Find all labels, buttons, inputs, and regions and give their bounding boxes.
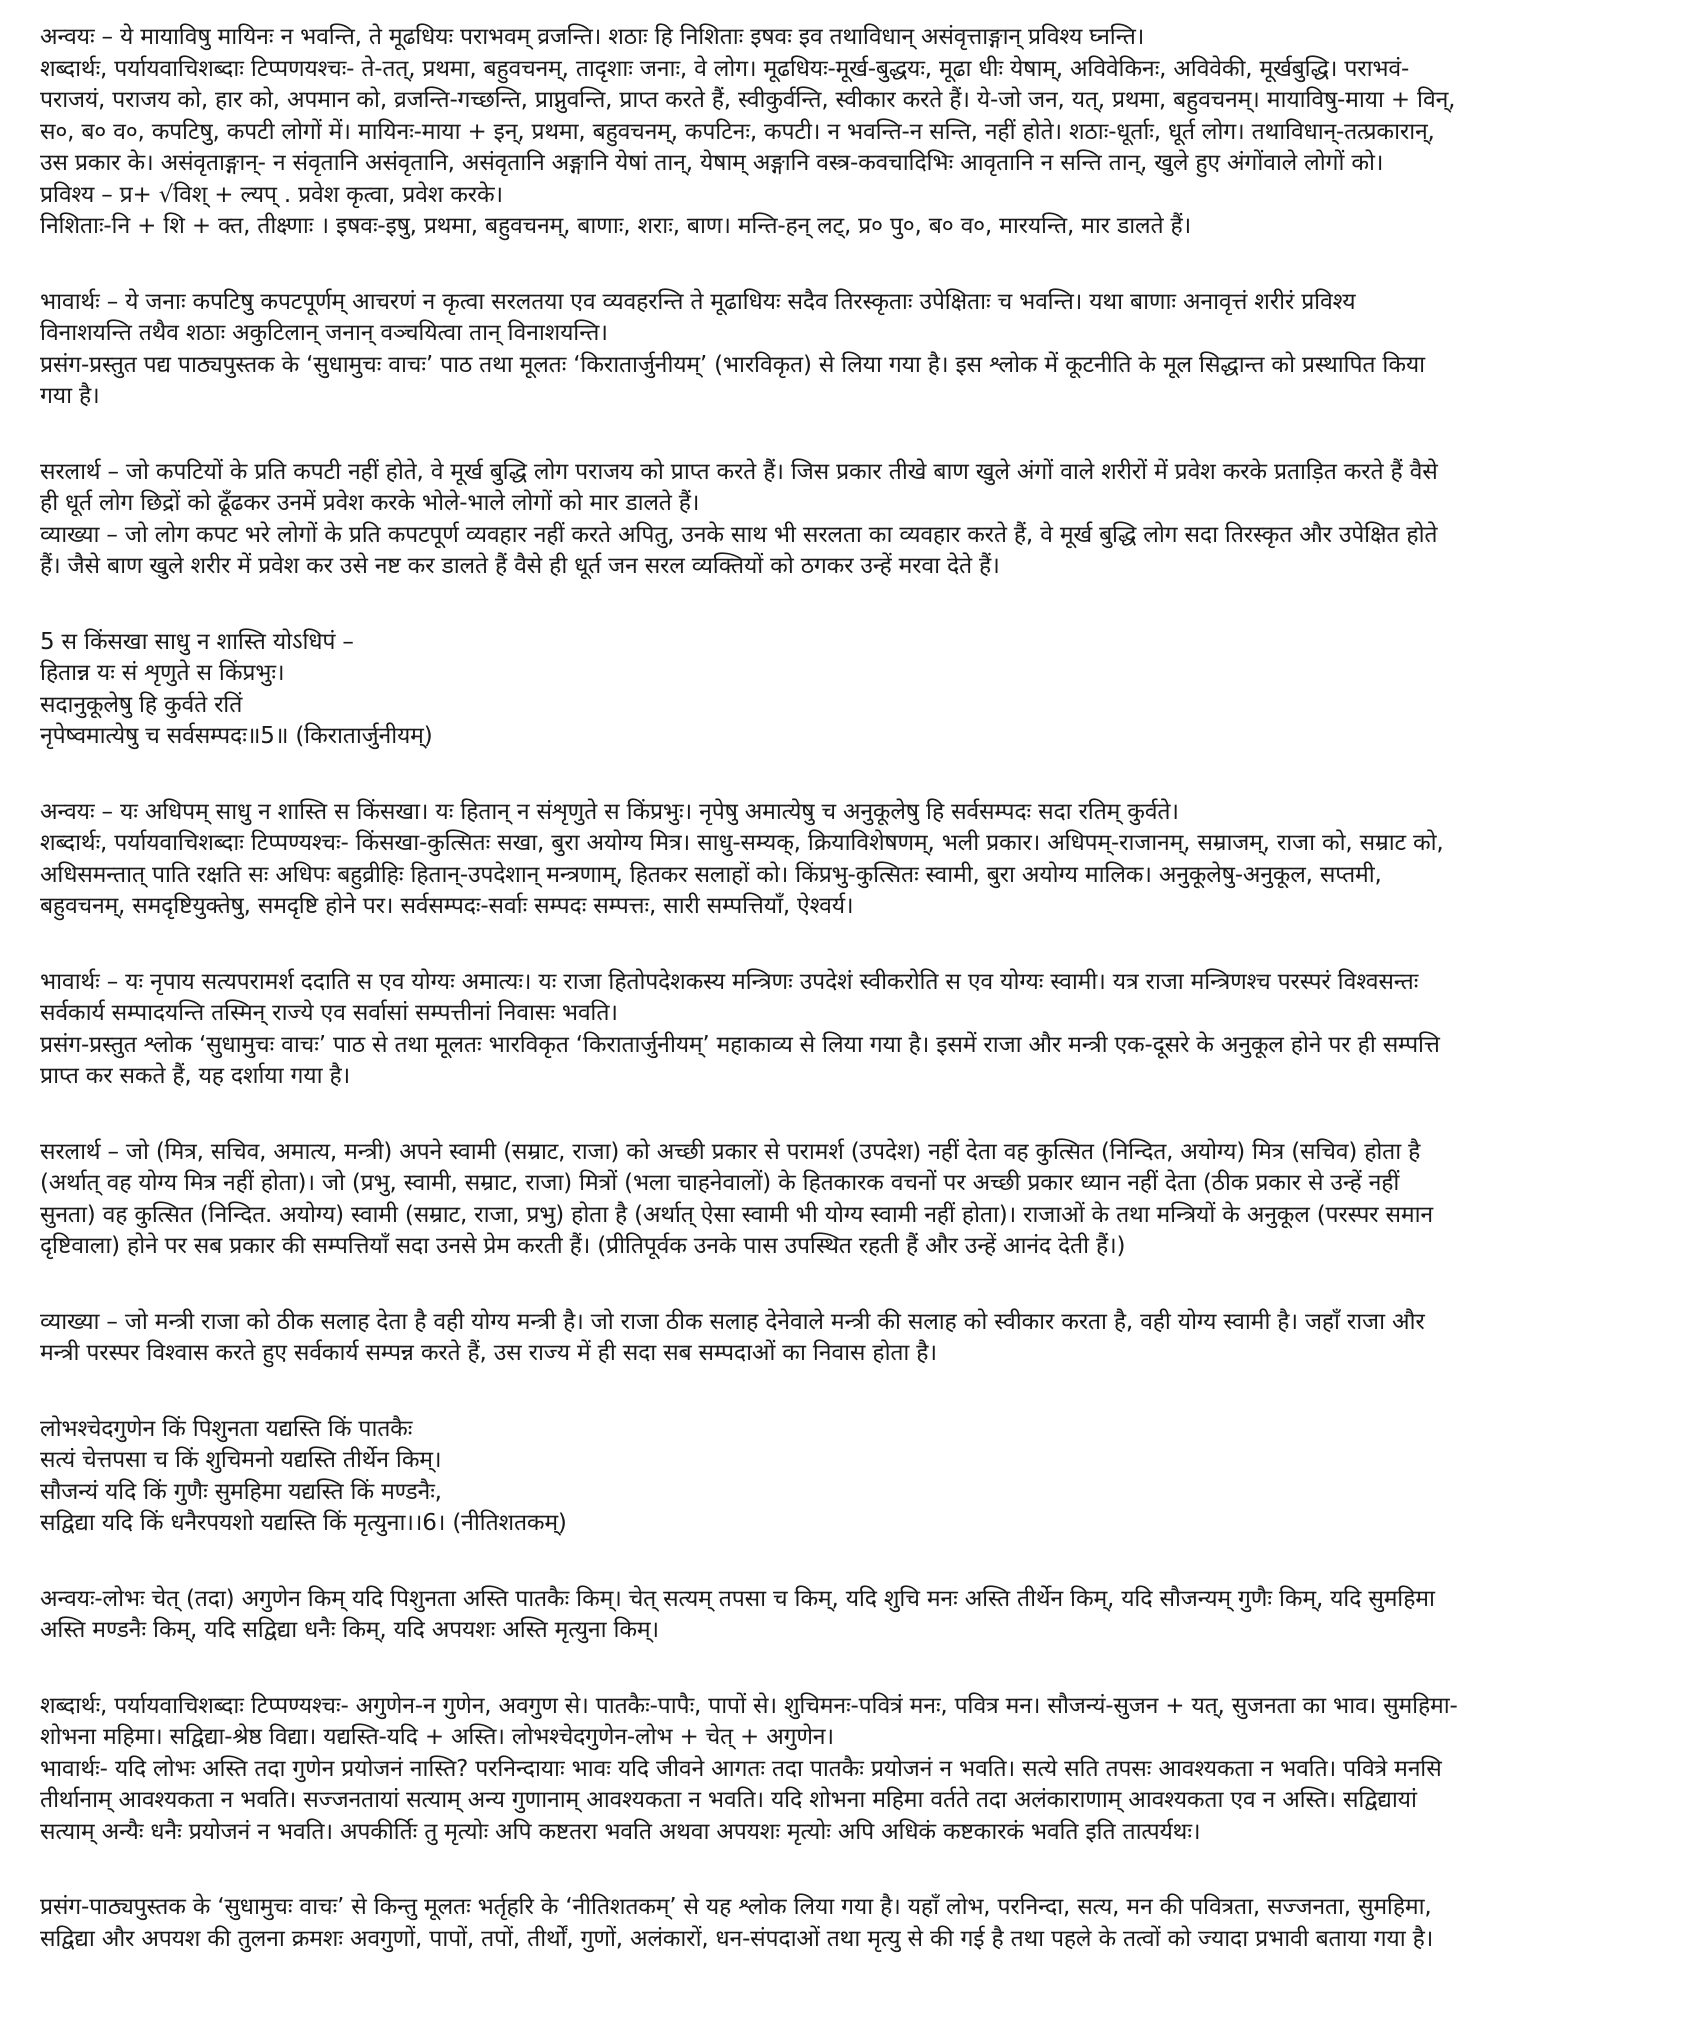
text-line: नृपेष्वमात्येषु च सर्वसम्पदः॥5॥ (किरातार्जुनीयम्): [40, 723, 433, 749]
text-line: पराजयं, पराजय को, हार को, अपमान को, व्रजन्ति-गच्छन्ति, प्राप्नुवन्ति, प्राप्त करते हैं, स्वीकुर्वन्ति, स्वीकार करते हैं। ये-जो जन, यत्, प्रथमा, बहुवचनम्। मायाविषु-माया + विन्,: [40, 87, 1456, 113]
text-line: सौजन्यं यदि किं गुणैः सुमहिमा यद्यस्ति किं मण्डनैः,: [40, 1478, 442, 1505]
text-line: सद्विद्या और अपयश की तुलना क्रमशः अवगुणों, पापों, तपों, तीर्थों, गुणों, अलंकारों, धन-संपदाओं तथा मृत्यु से की गई है तथा पहले के तत्वों को ज्यादा प्रभावी बताया गया है।: [40, 1925, 1434, 1952]
paragraph-anvaya-5: [40, 797, 1680, 923]
text-line: अन्वयः – ये मायाविषु मायिनः न भवन्ति, ते मूढधियः पराभवम् व्रजन्ति। शठाः हि निशिताः इषवः इव तथाविधान् असंवृत्ताङ्गान् प्रविश्य घ्नन्ति।: [40, 24, 1145, 50]
text-line: अन्वयः – यः अधिपम् साधु न शास्ति स किंसखा। यः हितान् न संशृणुते स किंप्रभुः। नृपेषु अमात्येषु च अनुकूलेषु हि सर्वसम्पदः सदा रतिम् कुर्वते।: [40, 798, 1179, 825]
text-line: शब्दार्थः, पर्यायवाचिशब्दाः टिप्पण्यश्चः- किंसखा-कुत्सितः सखा, बुरा अयोग्य मित्र। साधु-सम्यक्, क्रियाविशेषणम्, भली प्रकार। अधिपम्-राजानम्, सम्राजम्, राजा को, सम्राट को,: [40, 830, 1444, 856]
paragraph-shabdarth-6: [40, 1691, 1680, 1849]
text-line: निशिताः-नि + शि + क्त, तीक्ष्णाः । इषवः-इषु, प्रथमा, बहुवचनम्, बाणाः, शराः, बाण। मन्ति-हन् लट्, प्र० पु०, ब० व०, मारयन्ति, मार डालते हैं।: [40, 213, 1192, 239]
text-line: ही धूर्त लोग छिद्रों को ढूँढकर उनमें प्रवेश करके भोले-भाले लोगों को मार डालते हैं।: [40, 490, 700, 516]
text-line: सरलार्थ – जो कपटियों के प्रति कपटी नहीं होते, वे मूर्ख बुद्धि लोग पराजय को प्राप्त करते हैं। जिस प्रकार तीखे बाण खुले अंगों वाले शरीरों में प्रवेश करके प्रताड़ित करते हैं वैसे: [40, 458, 1438, 485]
paragraph-prasang-6: [40, 1892, 1680, 1955]
paragraph-anvaya-6: [40, 1584, 1680, 1647]
text-line: भावार्थः- यदि लोभः अस्ति तदा गुणेन प्रयोजनं नास्ति? परनिन्दायाः भावः यदि जीवने आगतः तदा पातकैः प्रयोजनं न भवति। सत्ये सति तपसः आवश्यकता न भवति। पवित्रे मनसि: [40, 1755, 1442, 1782]
text-line: विनाशयन्ति तथैव शठाः अकुटिलान् जनान् वञ्चयित्वा तान् विनाशयन्ति।: [40, 320, 608, 346]
text-line: दृष्टिवाला) होने पर सब प्रकार की सम्पत्तियाँ सदा उनसे प्रेम करती हैं। (प्रीतिपूर्वक उनके पास उपस्थित रहती हैं और उन्हें आनंद देती हैं।): [40, 1233, 1126, 1259]
text-line: शब्दार्थः, पर्यायवाचिशब्दाः टिप्पण्यश्चः- अगुणेन-न गुणेन, अवगुण से। पातकैः-पापैः, पापों से। शुचिमनः-पवित्रं मनः, पवित्र मन। सौजन्यं-सुजन + यत्, सुजनता का भाव। सुमहिमा-: [40, 1692, 1458, 1719]
text-line: सत्यं चेत्तपसा च किं शुचिमनो यद्यस्ति तीर्थेन किम्।: [40, 1447, 442, 1473]
paragraph-saralarth-5: [40, 1137, 1680, 1263]
text-line: हितान्न यः सं शृणुते स किंप्रभुः।: [40, 660, 285, 686]
text-line: भावार्थः – ये जनाः कपटिषु कपटपूर्णम् आचरणं न कृत्वा सरलतया एव व्यवहरन्ति ते मूढाधियः सदैव तिरस्कृताः उपेक्षिताः च भवन्ति। यथा बाणाः अनावृत्तं शरीरं प्रविश्य: [40, 288, 1356, 315]
text-line: शोभना महिमा। सद्विद्या-श्रेष्ठ विद्या। यद्यस्ति-यदि + अस्ति। लोभश्चेदगुणेन-लोभ + चेत् + अगुणेन।: [40, 1724, 834, 1750]
text-line: प्रसंग-पाठ्यपुस्तक के ‘सुधामुचः वाचः’ से किन्तु मूलतः भर्तृहरि के ‘नीतिशतकम्’ से यह श्लोक लिया गया है। यहाँ लोभ, परनिन्दा, सत्य, मन की पवित्रता, सज्जनता, सुमहिमा,: [40, 1894, 1432, 1920]
text-line: स०, ब० व०, कपटिषु, कपटी लोगों में। मायिनः-माया + इन्, प्रथमा, बहुवचनम्, कपटिनः, कपटी। न भवन्ति-न सन्ति, नहीं होते। शठाः-धूर्ताः, धूर्त लोग। तथाविधान्-तत्प्रकारान्,: [40, 118, 1435, 145]
text-line: व्याख्या – जो लोग कपट भरे लोगों के प्रति कपटपूर्ण व्यवहार नहीं करते अपितु, उनके साथ भी सरलता का व्यवहार करते हैं, वे मूर्ख बुद्धि लोग सदा तिरस्कृत और उपेक्षित होते: [40, 521, 1438, 548]
paragraph-bhavarth-1: [40, 287, 1680, 413]
text-line: अन्वयः-लोभः चेत् (तदा) अगुणेन किम् यदि पिशुनता अस्ति पातकैः किम्। चेत् सत्यम् तपसा च किम्, यदि शुचि मनः अस्ति तीर्थेन किम्, यदि सौजन्यम् गुणैः किम्, यदि सुमहिमा: [40, 1585, 1435, 1612]
text-line: (अर्थात् वह योग्य मित्र नहीं होता)। जो (प्रभु, स्वामी, सम्राट, राजा) मित्रों (भला चाहनेवालों) के हितकारक वचनों पर अच्छी प्रकार ध्यान नहीं देता (ठीक प्रकार से उन्हें नहीं: [40, 1170, 1400, 1196]
text-line: लोभश्चेदगुणेन किं पिशुनता यद्यस्ति किं पातकैः: [40, 1415, 413, 1442]
paragraph-vyakhya-5: [40, 1307, 1680, 1370]
paragraph-saralarth-1: [40, 457, 1680, 583]
text-line: सुनता) वह कुत्सित (निन्दित. अयोग्य) स्वामी (सम्राट, राजा, प्रभु) होता है (अर्थात् ऐसा स्वामी भी योग्य स्वामी नहीं होता)। राजाओं के तथा मन्त्रियों के अनुकूल (परस्पर समान: [40, 1201, 1433, 1228]
text-line: प्रसंग-प्रस्तुत पद्य पाठ्यपुस्तक के ‘सुधामुचः वाचः’ पाठ तथा मूलतः ‘किरातार्जुनीयम्’ (भारविकृत) से लिया गया है। इस श्लोक में कूटनीति के मूल सिद्धान्त को प्रस्थापित किया: [40, 351, 1425, 378]
paragraph-anvaya-1: [40, 22, 1680, 243]
text-line: मन्त्री परस्पर विश्वास करते हुए सर्वकार्य सम्पन्न करते हैं, उस राज्य में ही सदा सब सम्पदाओं का निवास होता है।: [40, 1340, 937, 1366]
text-line: अधिसमन्तात् पाति रक्षति सः अधिपः बहुव्रीहिः हितान्-उपदेशान् मन्त्रणाम्, हितकर सलाहों को। किंप्रभु-कुत्सितः स्वामी, बुरा अयोग्य मालिक। अनुकूलेषु-अनुकूल, सप्तमी,: [40, 861, 1382, 888]
document-page: [40, 22, 1680, 1999]
text-line: प्रसंग-प्रस्तुत श्लोक ‘सुधामुचः वाचः’ पाठ से तथा मूलतः भारविकृत ‘किरातार्जुनीयम्’ महाकाव्य से लिया गया है। इसमें राजा और मन्त्री एक-दूसरे के अनुकूल होने पर ही सम्पत्ति: [40, 1031, 1440, 1058]
text-line: व्याख्या – जो मन्त्री राजा को ठीक सलाह देता है वही योग्य मन्त्री है। जो राजा ठीक सलाह देनेवाले मन्त्री की सलाह को स्वीकार करता है, वही योग्य स्वामी है। जहाँ राजा और: [40, 1308, 1425, 1335]
text-line: 5 स किंसखा साधु न शास्ति योऽधिपं –: [40, 628, 354, 655]
text-line: प्राप्त कर सकते हैं, यह दर्शाया गया है।: [40, 1063, 350, 1089]
text-line: भावार्थः – यः नृपाय सत्यपरामर्श ददाति स एव योग्यः अमात्यः। यः राजा हितोपदेशकस्य मन्त्रिणः उपदेशं स्वीकरोति स एव योग्यः स्वामी। यत्र राजा मन्त्रिणश्च परस्परं विश्वसन्तः: [40, 968, 1419, 995]
text-line: सद्विद्या यदि किं धनैरपयशो यद्यस्ति किं मृत्युना।।6। (नीतिशतकम्): [40, 1510, 567, 1536]
text-line: अस्ति मण्डनैः किम्, यदि सद्विद्या धनैः किम्, यदि अपयशः अस्ति मृत्युना किम्।: [40, 1617, 659, 1643]
paragraph-shloka-6: [40, 1414, 1680, 1540]
text-line: सर्वकार्य सम्पादयन्ति तस्मिन् राज्ये एव सर्वासां सम्पत्तीनां निवासः भवति।: [40, 1000, 618, 1026]
paragraph-bhavarth-5: [40, 967, 1680, 1093]
text-line: गया है।: [40, 383, 100, 409]
text-line: सत्याम् अन्यैः धनैः प्रयोजनं न भवति। अपकीर्तिः तु मृत्योः अपि कष्टतरा भवति अथवा अपयशः मृत्योः अपि अधिकं कष्टकारकं भवति इति तात्पर्यथः।: [40, 1818, 1201, 1845]
text-line: उस प्रकार के। असंवृताङ्गान्- न संवृतानि असंवृतानि, असंवृतानि अङ्गानि येषां तान्, येषाम् अङ्गानि वस्त्र-कवचादिभिः आवृतानि न सन्ति तान्, खुले हुए अंगोंवाले लोगों को।: [40, 150, 1384, 176]
text-line: हैं। जैसे बाण खुले शरीर में प्रवेश कर उसे नष्ट कर डालते हैं वैसे ही धूर्त जन सरल व्यक्तियों को ठगकर उन्हें मरवा देते हैं।: [40, 553, 1000, 579]
text-line: सदानुकूलेषु हि कुर्वते रतिं: [40, 691, 243, 718]
paragraph-shloka-5: [40, 627, 1680, 753]
text-line: प्रविश्य – प्र+ √विश् + ल्यप् . प्रवेश कृत्वा, प्रवेश करके।: [40, 181, 503, 208]
text-line: तीर्थानाम् आवश्यकता न भवति। सज्जनतायां सत्याम् अन्य गुणानाम् आवश्यकता न भवति। यदि शोभना महिमा वर्तते तदा अलंकाराणाम् आवश्यकता एव न अस्ति। सद्विद्यायां: [40, 1787, 1417, 1813]
text-line: बहुवचनम्, समदृष्टियुक्तेषु, समदृष्टि होने पर। सर्वसम्पदः-सर्वाः सम्पदः सम्पत्तः, सारी सम्पत्तियाँ, ऐश्वर्य।: [40, 893, 854, 919]
text-line: शब्दार्थः, पर्यायवाचिशब्दाः टिप्पणयश्चः- ते-तत्, प्रथमा, बहुवचनम्, तादृशाः जनाः, वे लोग। मूढधियः-मूर्ख-बुद्धयः, मूढा धीः येषाम्, अविवेकिनः, अविवेकी, मूर्खबुद्धि। पराभवं-: [40, 55, 1410, 82]
text-line: सरलार्थ – जो (मित्र, सचिव, अमात्य, मन्त्री) अपने स्वामी (सम्राट, राजा) को अच्छी प्रकार से परामर्श (उपदेश) नहीं देता वह कुत्सित (निन्दित, अयोग्य) मित्र (सचिव) होता है: [40, 1138, 1421, 1165]
